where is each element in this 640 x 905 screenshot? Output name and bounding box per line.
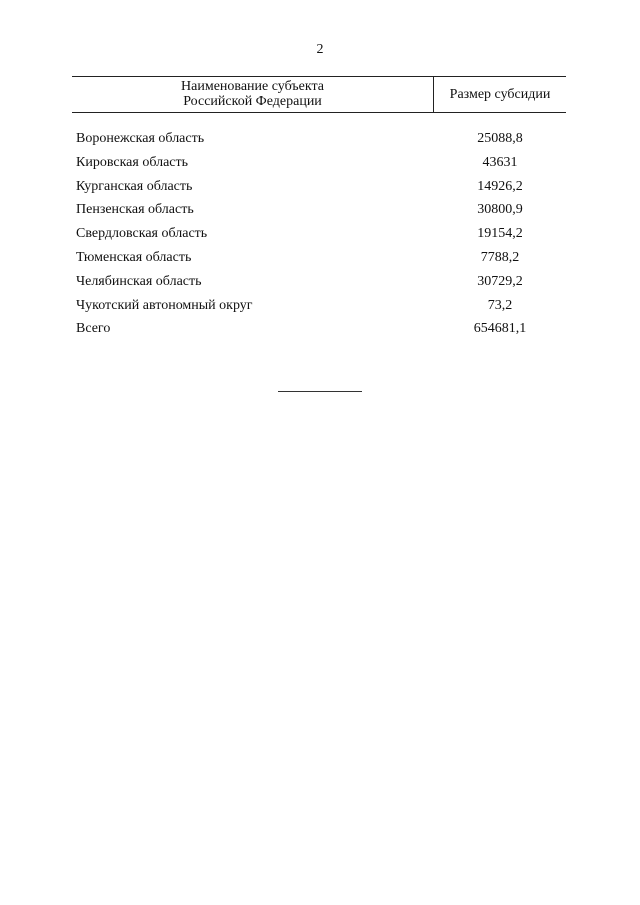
subsidy-value: 14926,2 bbox=[477, 178, 523, 194]
subject-header-line-1: Наименование субъекта bbox=[181, 79, 324, 94]
table-header bbox=[72, 76, 566, 113]
total-value: 654681,1 bbox=[473, 321, 527, 337]
region-name: Челябинская область bbox=[76, 273, 202, 289]
region-name: Воронежская область bbox=[76, 131, 205, 146]
subsidy-column-header: Размер субсидии bbox=[449, 87, 551, 102]
subsidy-value: 7788,2 bbox=[480, 249, 520, 265]
subsidy-value: 73,2 bbox=[487, 297, 513, 313]
table-row bbox=[76, 225, 566, 249]
page-number: 2 bbox=[316, 42, 324, 57]
closing-divider-line bbox=[278, 391, 362, 392]
subsidy-value: 25088,8 bbox=[477, 131, 523, 146]
total-label: Всего bbox=[76, 321, 111, 337]
subsidy-value: 43631 bbox=[482, 154, 518, 170]
subject-column-header bbox=[72, 79, 433, 109]
table-body bbox=[76, 130, 566, 344]
region-name: Пензенская область bbox=[76, 202, 194, 218]
region-name: Тюменская область bbox=[76, 249, 192, 265]
table-row bbox=[76, 154, 566, 178]
region-name: Чукотский автономный округ bbox=[76, 297, 253, 313]
region-name: Свердловская область bbox=[76, 226, 208, 242]
subsidy-value: 30729,2 bbox=[477, 273, 523, 289]
table-row bbox=[76, 178, 566, 202]
region-name: Кировская область bbox=[76, 154, 189, 170]
table-row-total bbox=[76, 320, 566, 344]
table-row bbox=[76, 130, 566, 154]
subsidy-value: 19154,2 bbox=[477, 226, 523, 242]
subsidy-value: 30800,9 bbox=[477, 202, 523, 218]
table-row bbox=[76, 249, 566, 273]
table-row bbox=[76, 297, 566, 321]
table-row bbox=[76, 273, 566, 297]
table-row bbox=[76, 201, 566, 225]
subject-header-line-2: Российской Федерации bbox=[183, 94, 322, 109]
region-name: Курганская область bbox=[76, 178, 193, 194]
